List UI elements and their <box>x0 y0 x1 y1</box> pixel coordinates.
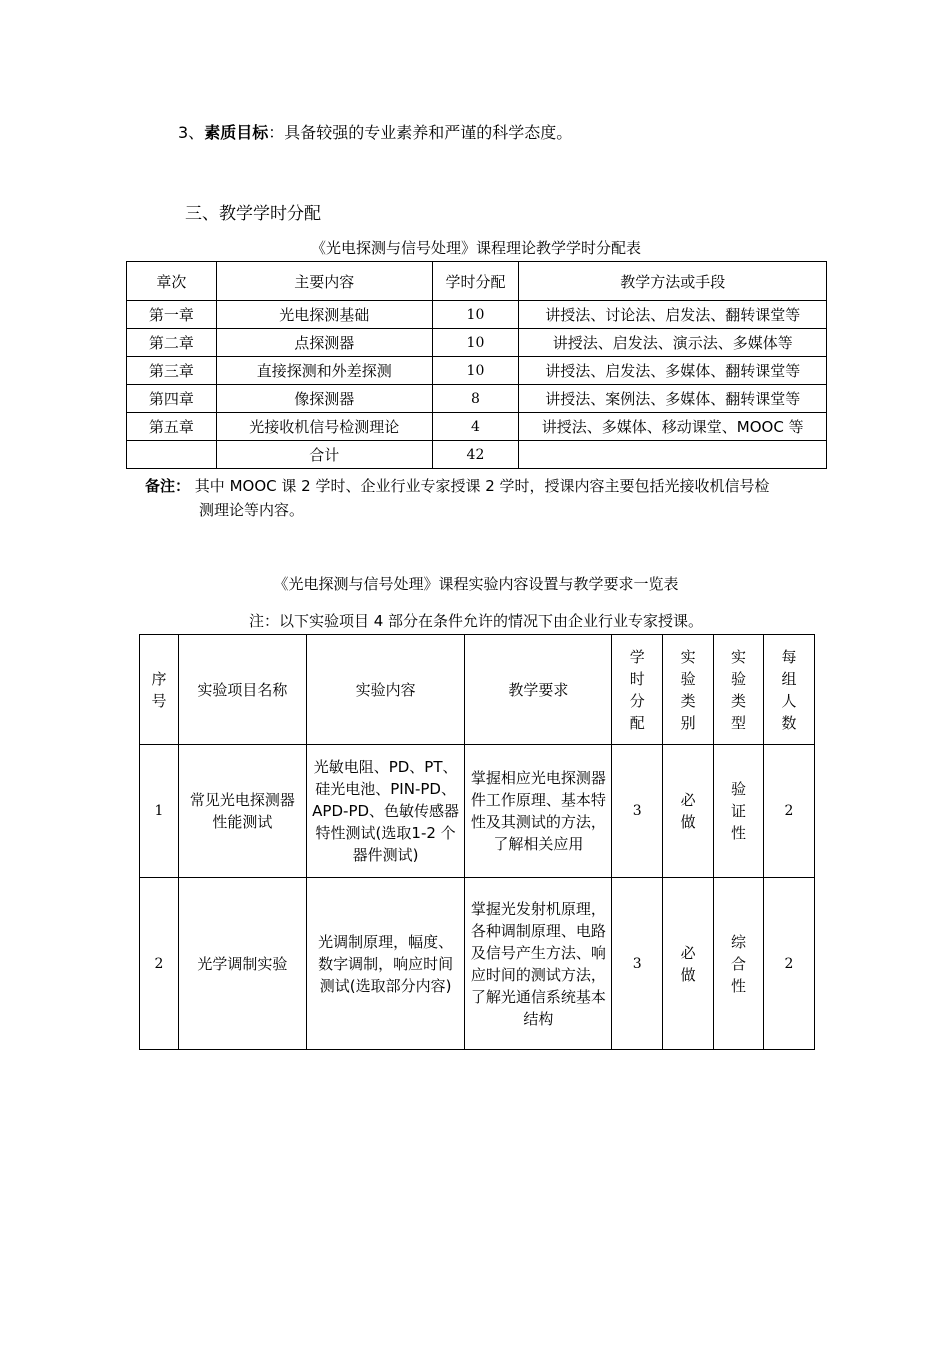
cell-method: 讲授法、启发法、演示法、多媒体等 <box>519 329 827 357</box>
table-header-row <box>140 635 815 745</box>
header-people-text: 每 组 人 数 <box>781 647 797 732</box>
cell-content: 像探测器 <box>216 385 432 413</box>
header-requirement: 教学要求 <box>465 635 612 745</box>
quality-goal-prefix: 3、 <box>178 123 205 142</box>
table1-caption: 《光电探测与信号处理》课程理论教学学时分配表 <box>310 239 641 257</box>
table-row <box>127 357 827 385</box>
table-row <box>127 301 827 329</box>
cell-hours: 10 <box>432 329 519 357</box>
cell-content: 直接探测和外差探测 <box>216 357 432 385</box>
header-category <box>663 635 714 745</box>
cell-name: 常见光电探测器性能测试 <box>178 745 306 878</box>
header-name: 实验项目名称 <box>178 635 306 745</box>
cell-category-text: 必 做 <box>680 943 696 984</box>
cell-type <box>714 745 764 878</box>
cell-category-text: 必 做 <box>680 791 696 831</box>
header-method: 教学方法或手段 <box>519 262 827 301</box>
cell-people: 2 <box>764 878 815 1050</box>
cell-chapter: 第五章 <box>127 413 217 441</box>
theory-hours-table <box>126 261 827 469</box>
table-row <box>127 413 827 441</box>
cell-chapter: 第二章 <box>127 329 217 357</box>
cell-hours: 10 <box>432 301 519 329</box>
table-row <box>140 878 815 1050</box>
header-no <box>140 635 179 745</box>
table-header-row <box>127 262 827 301</box>
quality-goal-label: 素质目标 <box>204 123 269 142</box>
experiment-table <box>139 634 815 1050</box>
quality-goal-text: ：具备较强的专业素养和严谨的科学态度。 <box>268 123 573 142</box>
header-hours <box>612 635 663 745</box>
cell-people: 2 <box>764 745 815 878</box>
note-line2: 测理论等内容。 <box>199 501 305 519</box>
quality-goal-paragraph <box>178 120 572 143</box>
cell-hours: 8 <box>432 385 519 413</box>
cell-chapter: 第三章 <box>127 357 217 385</box>
cell-requirement: 掌握光发射机原理，各种调制原理、电路及信号产生方法、响应时间的测试方法，了解光通信系统基本结构 <box>465 878 612 1050</box>
note-label: 备注： <box>145 477 191 495</box>
table-row <box>140 745 815 878</box>
header-chapter: 章次 <box>127 262 217 301</box>
cell-method: 讲授法、多媒体、移动课堂、MOOC 等 <box>519 413 827 441</box>
cell-no: 1 <box>140 745 179 878</box>
cell-hours: 3 <box>612 878 663 1050</box>
cell-type-text: 综 合 性 <box>731 932 747 995</box>
header-type-text: 实 验 类 型 <box>731 647 747 732</box>
cell-chapter: 第四章 <box>127 385 217 413</box>
cell-no: 2 <box>140 878 179 1050</box>
cell-requirement: 掌握相应光电探测器件工作原理、基本特性及其测试的方法，了解相关应用 <box>465 745 612 878</box>
table1-note <box>145 474 825 522</box>
cell-method: 讲授法、讨论法、启发法、翻转课堂等 <box>519 301 827 329</box>
table2-caption: 《光电探测与信号处理》课程实验内容设置与教学要求一览表 <box>273 575 679 593</box>
cell-type-text: 验 证 性 <box>731 780 747 842</box>
total-value: 42 <box>432 441 519 469</box>
cell-content: 光敏电阻、PD、PT、硅光电池、PIN-PD、APD-PD、色敏传感器特性测试(选取1-2 个器件测试) <box>306 745 465 878</box>
cell-category <box>663 878 714 1050</box>
cell-category <box>663 745 714 878</box>
header-type <box>714 635 764 745</box>
table-row <box>127 385 827 413</box>
cell-hours: 10 <box>432 357 519 385</box>
table-total-row <box>127 441 827 469</box>
cell-content: 光调制原理，幅度、数字调制，响应时间测试(选取部分内容) <box>306 878 465 1050</box>
cell-method: 讲授法、启发法、多媒体、翻转课堂等 <box>519 357 827 385</box>
cell-empty <box>127 441 217 469</box>
header-people <box>764 635 815 745</box>
cell-content: 光电探测基础 <box>216 301 432 329</box>
header-no-text: 序 号 <box>151 669 167 710</box>
header-hours: 学时分配 <box>432 262 519 301</box>
cell-content: 点探测器 <box>216 329 432 357</box>
table-row <box>127 329 827 357</box>
cell-empty <box>519 441 827 469</box>
table2-note: 注：以下实验项目 4 部分在条件允许的情况下由企业行业专家授课。 <box>248 612 704 630</box>
cell-hours: 4 <box>432 413 519 441</box>
header-content: 主要内容 <box>216 262 432 301</box>
cell-method: 讲授法、案例法、多媒体、翻转课堂等 <box>519 385 827 413</box>
section-title: 三、教学学时分配 <box>185 204 321 224</box>
cell-hours: 3 <box>612 745 663 878</box>
cell-name: 光学调制实验 <box>178 878 306 1050</box>
header-category-text: 实 验 类 别 <box>680 647 696 732</box>
header-hours-text: 学 时 分 配 <box>629 647 645 732</box>
header-content: 实验内容 <box>306 635 465 745</box>
total-label: 合计 <box>216 441 432 469</box>
cell-type <box>714 878 764 1050</box>
cell-chapter: 第一章 <box>127 301 217 329</box>
cell-content: 光接收机信号检测理论 <box>216 413 432 441</box>
note-line1: 其中 MOOC 课 2 学时、企业行业专家授课 2 学时，授课内容主要包括光接收机信号检 <box>194 477 770 495</box>
